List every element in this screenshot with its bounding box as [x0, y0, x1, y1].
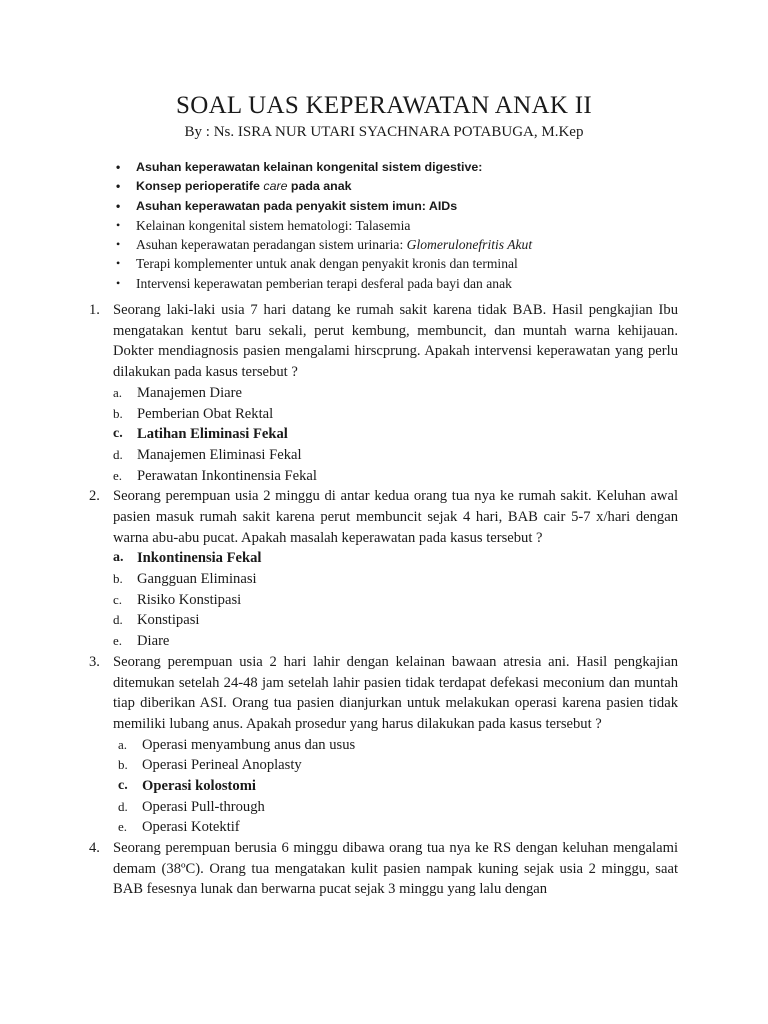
topic-text: Konsep perioperatife — [136, 179, 264, 194]
question-text: Seorang perempuan usia 2 hari lahir dengan kelainan bawaan atresia ani. Hasil pengkajian ditemukan setelah 24-48 jam setelah lahir pasien tidak terdapat defekasi meconium dan muntah tiap diberikan ASI. Orang tua pasien dianjurkan untuk melakukan operasi karena pasien tidak memiliki lubang anus. Apakah prosedur yang harus dilakukan pada kasus tersebut ? — [113, 653, 678, 732]
option-item — [0, 610, 768, 631]
question-item — [0, 486, 768, 652]
option-text: Operasi Kotektif — [142, 819, 240, 836]
option-text: Inkontinensia Fekal — [137, 550, 262, 567]
topic-text: Intervensi keperawatan pemberian terapi desferal pada bayi dan anak — [136, 275, 512, 291]
topic-text: pada anak — [287, 179, 352, 194]
option-list — [0, 548, 768, 651]
option-letter: a. — [118, 736, 128, 752]
option-item — [0, 404, 768, 425]
question-item — [0, 300, 768, 486]
option-letter: c. — [113, 591, 123, 607]
option-letter: d. — [113, 446, 123, 462]
option-letter: c. — [113, 426, 123, 442]
option-text: Pemberian Obat Rektal — [137, 405, 274, 422]
question-number: 3. — [89, 653, 100, 670]
topic-text-italic: Glomerulonefritis Akut — [406, 237, 533, 253]
option-text: Gangguan Eliminasi — [137, 571, 257, 588]
option-item — [0, 569, 768, 590]
bullet-icon: • — [116, 179, 121, 194]
topic-item — [112, 254, 532, 273]
topic-item — [112, 216, 532, 235]
topic-item — [112, 177, 532, 196]
option-letter: c. — [118, 777, 128, 793]
bullet-icon: • — [116, 217, 121, 232]
topic-text: Asuhan keperawatan pada penyakit sistem imun: AIDs — [136, 198, 458, 213]
option-text: Risiko Konstipasi — [137, 591, 242, 608]
option-letter: a. — [113, 550, 124, 566]
topic-text: Asuhan keperawatan kelainan kongenital sistem digestive: — [136, 160, 483, 174]
option-item-correct — [0, 776, 768, 797]
question-number: 4. — [89, 840, 100, 857]
option-text: Operasi Perineal Anoplasty — [142, 757, 302, 774]
topic-item — [112, 235, 532, 254]
option-letter: b. — [113, 571, 123, 587]
topic-text: Kelainan kongenital sistem hematologi: Talasemia — [136, 217, 411, 233]
bullet-icon: • — [116, 237, 121, 252]
question-number: 1. — [89, 302, 100, 318]
document-title: SOAL UAS KEPERAWATAN ANAK II — [176, 92, 592, 119]
option-letter: e. — [113, 633, 123, 649]
topic-text-italic: care — [263, 179, 288, 194]
option-item — [0, 466, 768, 487]
option-letter: e. — [113, 467, 123, 483]
topic-item — [112, 274, 532, 293]
question-item — [0, 838, 768, 900]
option-letter: d. — [118, 798, 128, 814]
question-text: Seorang perempuan berusia 6 minggu dibawa orang tua nya ke RS dengan keluhan mengalami demam (38ºC). Orang tua mengatakan kulit pasien nampak kuning sejak usia 2 minggu, saat BAB fesesnya lunak dan berwarna pucat sejak 3 minggu yang lalu dengan — [113, 840, 678, 898]
option-item — [0, 817, 768, 838]
document-author: By : Ns. ISRA NUR UTARI SYACHNARA POTABUGA, M.Kep — [184, 124, 584, 140]
option-text: Diare — [137, 633, 170, 650]
option-list — [0, 735, 768, 838]
bullet-icon: • — [116, 256, 121, 271]
option-text: Manajemen Eliminasi Fekal — [137, 446, 302, 463]
bullet-icon: • — [116, 198, 121, 213]
topic-text: Terapi komplementer untuk anak dengan penyakit kronis dan terminal — [136, 256, 518, 272]
option-text: Konstipasi — [137, 612, 200, 629]
option-text: Operasi menyambung anus dan usus — [142, 736, 356, 753]
option-item — [0, 797, 768, 818]
question-text: Seorang perempuan usia 2 minggu di antar kedua orang tua nya ke rumah sakit. Keluhan awal pasien masuk rumah sakit karena perut membuncit sejak 4 hari, BAB cair 5-7 x/hari dengan warna abu-abu pucat. Apakah masalah keperawatan pada kasus tersebut ? — [113, 488, 678, 546]
topic-item — [112, 158, 532, 177]
option-item — [0, 735, 768, 756]
question-item — [0, 652, 768, 838]
option-item-correct — [0, 548, 768, 569]
bullet-icon: • — [116, 275, 121, 290]
option-letter: b. — [113, 405, 123, 421]
topic-list — [112, 158, 532, 293]
option-text: Manajemen Diare — [137, 384, 242, 401]
question-list — [0, 300, 768, 900]
option-text: Operasi kolostomi — [142, 777, 256, 794]
option-item — [0, 590, 768, 611]
option-item — [0, 755, 768, 776]
option-item — [0, 445, 768, 466]
option-text: Perawatan Inkontinensia Fekal — [137, 467, 317, 484]
option-letter: a. — [113, 384, 123, 400]
option-text: Latihan Eliminasi Fekal — [137, 426, 288, 443]
topic-item — [112, 197, 532, 216]
bullet-icon: • — [116, 160, 121, 174]
question-text: Seorang laki-laki usia 7 hari datang ke rumah sakit karena tidak BAB. Hasil pengkajian Ibu mengatakan kentut baru sekali, perut kembung, membuncit, dan muntah warna kehijauan. Dokter mendiagnosis pasien mengalami hirscprung. Apakah intervensi keperawatan yang perlu dilakukan pada kasus tersebut ? — [113, 302, 678, 381]
option-text: Operasi Pull-through — [142, 798, 265, 815]
topic-text: Asuhan keperawatan peradangan sistem urinaria: — [136, 237, 407, 253]
option-item — [0, 383, 768, 404]
option-letter: d. — [113, 612, 123, 628]
option-item — [0, 631, 768, 652]
option-item-correct — [0, 424, 768, 445]
option-letter: e. — [118, 819, 128, 835]
option-letter: b. — [118, 757, 128, 773]
question-number: 2. — [89, 488, 100, 505]
option-list — [0, 383, 768, 486]
